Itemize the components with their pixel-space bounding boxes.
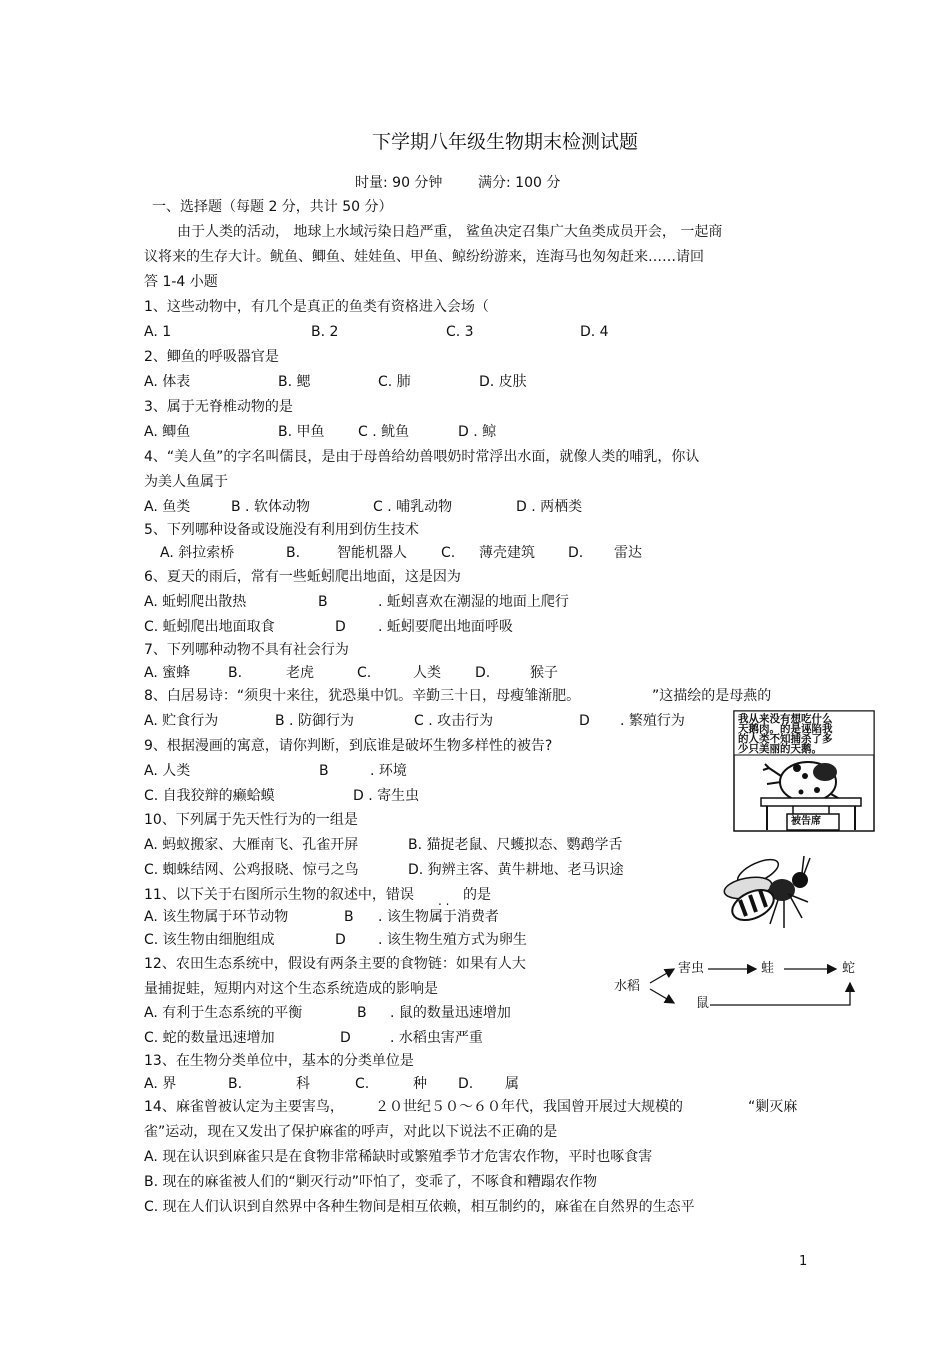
q13-stem: 13、在生物分类单位中，基本的分类单位是 bbox=[144, 1053, 414, 1069]
q14-stem-line-2: 雀”运动，现在又发出了保护麻雀的呼声，对此以下说法不正确的是 bbox=[144, 1124, 558, 1140]
q7-option-d-letter: D. bbox=[475, 665, 491, 681]
cartoon-speech-line-1: 我从来没有想吃什么 bbox=[738, 713, 833, 725]
q13-option-b-text: 科 bbox=[296, 1076, 310, 1092]
page-title: 下学期八年级生物期末检测试题 bbox=[372, 131, 639, 153]
q9-option-c: C. 自我狡辩的癞蛤蟆 bbox=[144, 788, 275, 804]
q14-option-b: B. 现在的麻雀被人们的“剿灭行动”吓怕了，变乖了，不啄食和糟蹋农作物 bbox=[144, 1174, 598, 1190]
page-number: 1 bbox=[799, 1254, 808, 1269]
q10-option-a: A. 蚂蚁搬家、大雁南飞、孔雀开屏 bbox=[144, 837, 359, 853]
food-web-frog: 蛙 bbox=[761, 961, 775, 976]
q12-option-a: A. 有利于生态系统的平衡 bbox=[144, 1005, 303, 1021]
exam-time: 时量: 90 分钟 bbox=[355, 175, 443, 191]
q6-option-b-letter: B bbox=[318, 594, 328, 610]
intro-line-1: 由于人类的活动， 地球上水域污染日趋严重， 鲨鱼决定召集广大鱼类成员开会， 一起商 bbox=[177, 224, 723, 240]
q1-option-c: C. 3 bbox=[446, 324, 474, 340]
intro-line-2: 议将来的生存大计。鱿鱼、鲫鱼、娃娃鱼、甲鱼、鲸纷纷游来，连海马也匆匆赶来……请回 bbox=[144, 249, 704, 265]
q11-stem: 11、以下关于右图所示生物的叙述中，错误 bbox=[144, 887, 414, 903]
q9-option-b-text: . 环境 bbox=[370, 763, 407, 779]
q10-option-b: B. 猫捉老鼠、尺蠖拟态、鹦鹉学舌 bbox=[408, 837, 623, 853]
q9-option-d: D . 寄生虫 bbox=[353, 788, 420, 804]
q14-stem-part-1: 14、麻雀曾被认定为主要害鸟， bbox=[144, 1099, 344, 1115]
q8-option-a: A. 贮食行为 bbox=[144, 713, 219, 729]
q7-option-d-text: 猴子 bbox=[530, 665, 558, 681]
bee-icon bbox=[718, 850, 818, 935]
q7-option-c-letter: C. bbox=[357, 665, 372, 681]
intro-line-3: 答 1-4 小题 bbox=[144, 274, 218, 290]
q6-stem: 6、夏天的雨后，常有一些蚯蚓爬出地面，这是因为 bbox=[144, 569, 461, 585]
q12-option-d-text: . 水稻虫害严重 bbox=[390, 1030, 483, 1046]
food-web-rat: 鼠 bbox=[696, 996, 710, 1011]
q3-stem: 3、属于无脊椎动物的是 bbox=[144, 399, 293, 415]
q5-stem: 5、下列哪种设备或设施没有利用到仿生技术 bbox=[144, 522, 419, 538]
q1-stem: 1、这些动物中，有几个是真正的鱼类有资格进入会场（ bbox=[144, 299, 489, 315]
q5-option-a: A. 斜拉索桥 bbox=[160, 545, 235, 561]
q10-option-c: C. 蜘蛛结网、公鸡报晓、惊弓之鸟 bbox=[144, 862, 359, 878]
q1-option-a: A. 1 bbox=[144, 324, 172, 340]
q5-option-d-letter: D. bbox=[568, 545, 584, 561]
q4-option-b: B . 软体动物 bbox=[231, 499, 310, 515]
q4-option-c: C . 哺乳动物 bbox=[373, 499, 453, 515]
q11-stem-end: 的是 bbox=[463, 887, 491, 903]
q13-option-a: A. 界 bbox=[144, 1076, 177, 1092]
section-heading: 一、选择题（每题 2 分，共计 50 分） bbox=[152, 199, 393, 215]
q14-option-a: A. 现在认识到麻雀只是在食物非常稀缺时或繁殖季节才危害农作物，平时也啄食害 bbox=[144, 1149, 653, 1165]
q9-stem: 9、根据漫画的寓意，请你判断，到底谁是破坏生物多样性的被告? bbox=[144, 738, 553, 754]
q8-stem: 8、白居易诗：“须臾十来往，犹恐巢中饥。辛勤三十日，母瘦雏渐肥。 bbox=[144, 688, 581, 704]
q13-option-d-letter: D. bbox=[458, 1076, 474, 1092]
q2-option-b: B. 鳃 bbox=[278, 374, 311, 390]
q12-stem-line-2: 量捕捉蛙，短期内对这个生态系统造成的影响是 bbox=[144, 981, 438, 997]
q12-option-b-letter: B bbox=[357, 1005, 367, 1021]
q12-stem-line-1: 12、农田生态系统中，假设有两条主要的食物链：如果有人大 bbox=[144, 956, 526, 972]
emphasis-dots: . . bbox=[438, 894, 450, 908]
q6-option-d-text: . 蚯蚓要爬出地面呼吸 bbox=[378, 619, 513, 635]
q2-option-a: A. 体表 bbox=[144, 374, 191, 390]
q13-option-b-letter: B. bbox=[228, 1076, 243, 1092]
q7-stem: 7、下列哪种动物不具有社会行为 bbox=[144, 642, 349, 658]
q14-stem-part-2: ２０世纪５０～６０年代，我国曾开展过大规模的 bbox=[375, 1099, 683, 1115]
q7-option-a: A. 蜜蜂 bbox=[144, 665, 191, 681]
food-web-pest: 害虫 bbox=[678, 961, 705, 976]
q1-option-d: D. 4 bbox=[580, 324, 609, 340]
q2-stem: 2、鲫鱼的呼吸器官是 bbox=[144, 349, 279, 365]
q5-option-b-text: 智能机器人 bbox=[337, 545, 407, 561]
q3-option-a: A. 鲫鱼 bbox=[144, 424, 191, 440]
q6-option-b-text: . 蚯蚓喜欢在潮湿的地面上爬行 bbox=[378, 594, 569, 610]
q5-option-c-text: 薄壳建筑 bbox=[479, 545, 535, 561]
q6-option-c: C. 蚯蚓爬出地面取食 bbox=[144, 619, 275, 635]
q12-option-b-text: . 鼠的数量迅速增加 bbox=[390, 1005, 511, 1021]
q8-option-d-text: . 繁殖行为 bbox=[620, 713, 685, 729]
food-web-diagram bbox=[614, 955, 864, 1020]
q13-option-c-letter: C. bbox=[355, 1076, 370, 1092]
q11-option-b-letter: B bbox=[344, 909, 354, 925]
q7-option-c-text: 人类 bbox=[413, 665, 441, 681]
q5-option-b-letter: B. bbox=[286, 545, 301, 561]
q5-option-d-text: 雷达 bbox=[614, 545, 642, 561]
food-web-arrows bbox=[614, 955, 864, 1020]
q4-option-d: D . 两栖类 bbox=[516, 499, 583, 515]
q3-option-c: C . 鱿鱼 bbox=[358, 424, 410, 440]
cartoon-speech-line-3: 的人类不知捕杀了多 bbox=[738, 733, 833, 745]
q5-option-c-letter: C. bbox=[441, 545, 456, 561]
q11-option-d-letter: D bbox=[335, 932, 346, 948]
q4-option-a: A. 鱼类 bbox=[144, 499, 191, 515]
q3-option-b: B. 甲鱼 bbox=[278, 424, 325, 440]
q13-option-c-text: 种 bbox=[413, 1076, 427, 1092]
cartoon-speech-line-4: 少只美丽的天鹅。 bbox=[738, 743, 822, 755]
q12-option-c: C. 蛇的数量迅速增加 bbox=[144, 1030, 275, 1046]
q8-stem-end: ”这描绘的是母燕的 bbox=[652, 688, 772, 704]
cartoon-dock-sign: 被告席 bbox=[791, 816, 821, 827]
food-web-rice: 水稻 bbox=[614, 979, 641, 994]
q6-option-d-letter: D bbox=[335, 619, 346, 635]
q10-stem: 10、下列属于先天性行为的一组是 bbox=[144, 812, 358, 828]
q8-option-d-letter: D bbox=[579, 713, 590, 729]
q4-stem-line-2: 为美人鱼属于 bbox=[144, 474, 228, 490]
q4-stem-line-1: 4、“美人鱼”的字名叫儒艮，是由于母兽给幼兽喂奶时常浮出水面，就像人类的哺乳，你认 bbox=[144, 449, 700, 465]
q11-option-c: C. 该生物由细胞组成 bbox=[144, 932, 275, 948]
q11-option-a: A. 该生物属于环节动物 bbox=[144, 909, 289, 925]
q14-stem-part-3: “剿灭麻 bbox=[748, 1099, 798, 1115]
q11-option-b-text: . 该生物属于消费者 bbox=[378, 909, 499, 925]
q11-option-d-text: . 该生物生殖方式为卵生 bbox=[378, 932, 527, 948]
exam-score: 满分: 100 分 bbox=[478, 175, 561, 191]
food-web-snake: 蛇 bbox=[842, 961, 856, 976]
q7-option-b-letter: B. bbox=[228, 665, 243, 681]
q6-option-a: A. 蚯蚓爬出散热 bbox=[144, 594, 247, 610]
q9-option-a: A. 人类 bbox=[144, 763, 191, 779]
q14-option-c: C. 现在人们认识到自然界中各种生物间是相互依赖，相互制约的，麻雀在自然界的生态平 bbox=[144, 1199, 695, 1215]
q7-option-b-text: 老虎 bbox=[286, 665, 314, 681]
q10-option-d: D. 狗辨主客、黄牛耕地、老马识途 bbox=[408, 862, 624, 878]
q3-option-d: D . 鲸 bbox=[458, 424, 497, 440]
q13-option-d-text: 属 bbox=[505, 1076, 519, 1092]
cartoon-illustration bbox=[733, 710, 875, 832]
q8-option-c: C . 攻击行为 bbox=[414, 713, 494, 729]
q2-option-d: D. 皮肤 bbox=[479, 374, 527, 390]
q9-option-b-letter: B bbox=[319, 763, 329, 779]
insect-illustration bbox=[718, 850, 818, 935]
q8-option-b: B . 防御行为 bbox=[275, 713, 354, 729]
q12-option-d-letter: D bbox=[340, 1030, 351, 1046]
cartoon-speech-line-2: 天鹅肉。的是诬陷我 bbox=[738, 723, 833, 735]
q1-option-b: B. 2 bbox=[311, 324, 339, 340]
q2-option-c: C. 肺 bbox=[378, 374, 411, 390]
